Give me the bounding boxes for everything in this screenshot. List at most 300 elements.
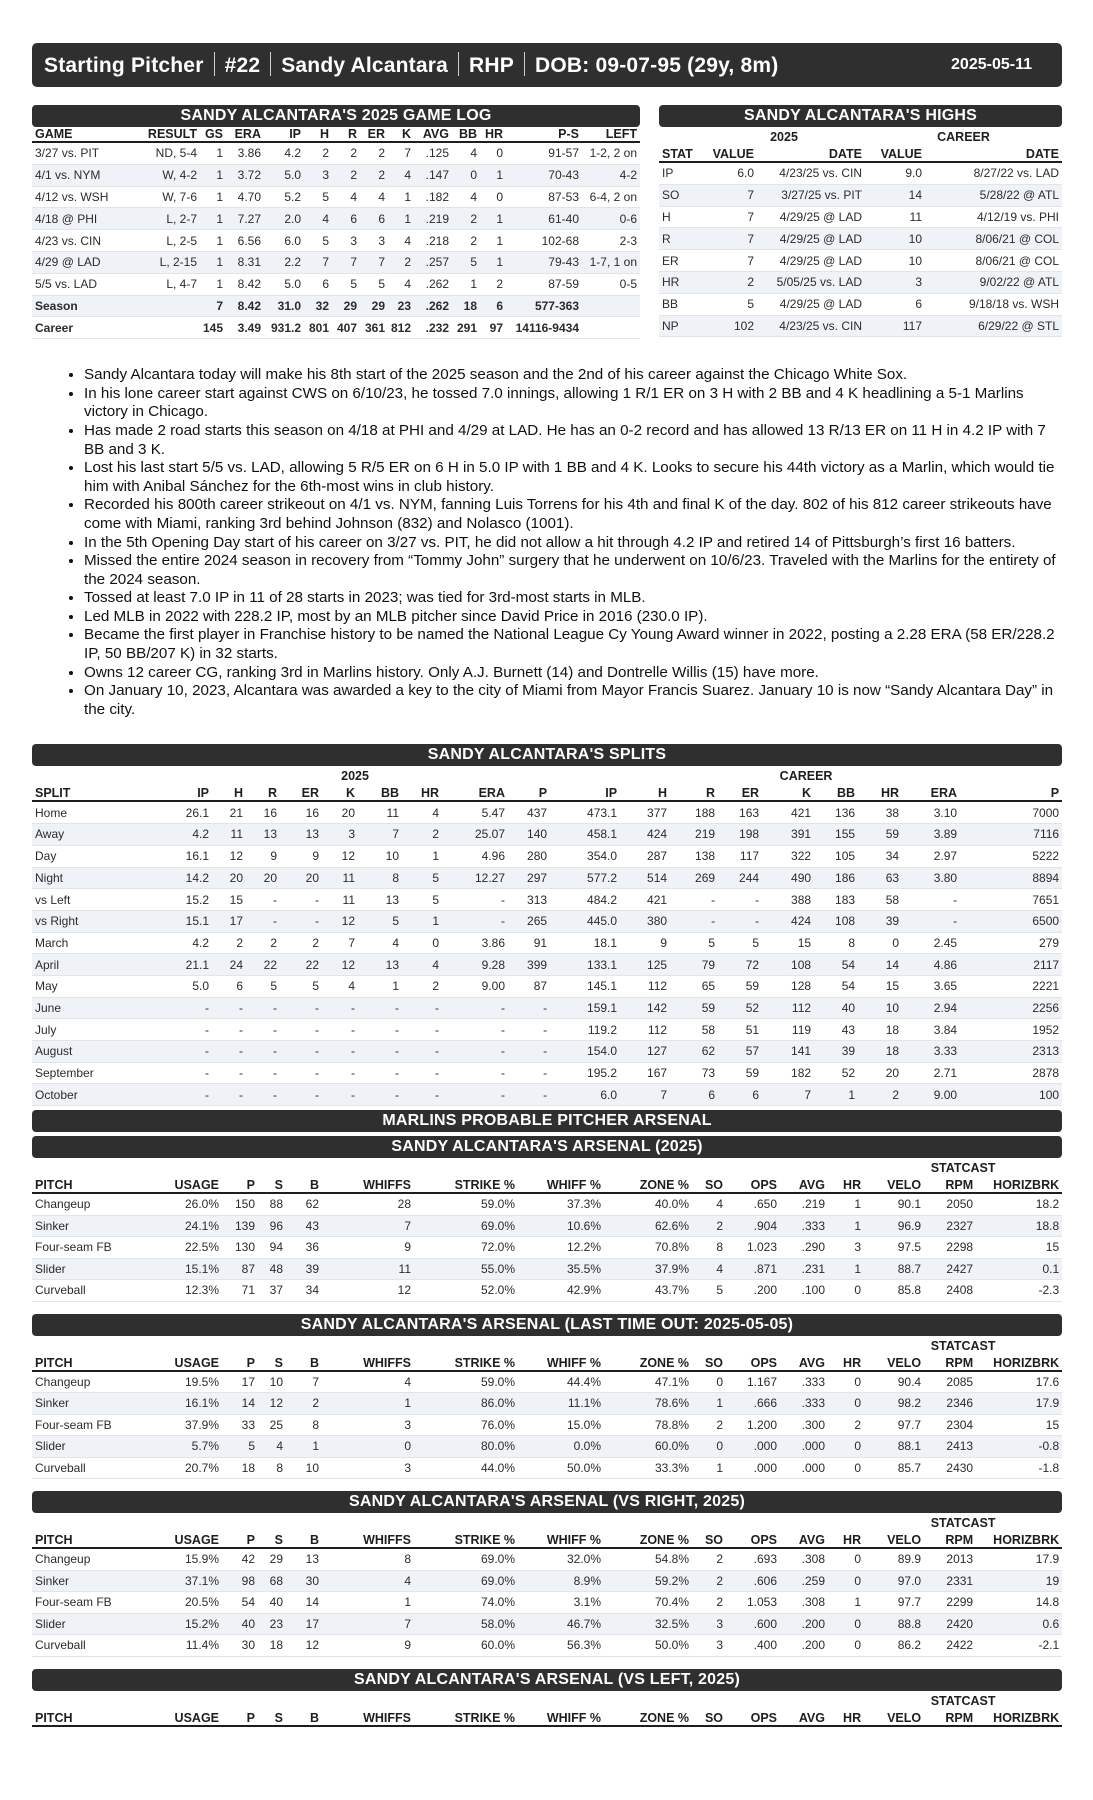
arsenal-cell: 2299 [924, 1592, 976, 1614]
highs-cell: 4/29/25 @ LAD [757, 250, 865, 272]
splits-cell: 63 [858, 867, 902, 889]
arsenal-cell: Four-seam FB [32, 1237, 162, 1259]
game-log-cell: 3.72 [226, 164, 264, 186]
arsenal-row [32, 1393, 1062, 1415]
splits-cell: 108 [814, 910, 858, 932]
highs-cell: 4/23/25 vs. CIN [757, 162, 865, 184]
splits-cell: 2 [212, 932, 246, 954]
game-log-col-header: GAME [32, 127, 126, 142]
arsenal-cell: 62 [286, 1193, 322, 1215]
splits-cell: 138 [670, 845, 718, 867]
note-item: • Missed the entire 2024 season in recovery from “Tommy John” surgery that he underwent on 10/6/23. Traveled with the Marlins for the entirety of the 2024 season. [84, 552, 1062, 589]
game-log-cell: 1 [480, 230, 506, 252]
splits-cell: 21.1 [160, 954, 212, 976]
arsenal-header [32, 1178, 1062, 1193]
header-player-name: Sandy Alcantara [281, 54, 448, 77]
arsenal-cell: 4 [258, 1436, 286, 1458]
splits-cell: 65 [670, 975, 718, 997]
arsenal-cell: 1.023 [726, 1237, 780, 1259]
splits-cell: 9 [280, 845, 322, 867]
highs-cell: ER [659, 250, 703, 272]
arsenal-cell: 59.0% [414, 1193, 518, 1215]
splits-cell: 145.1 [550, 975, 620, 997]
arsenal-col-header: S [258, 1178, 286, 1193]
arsenal-col-header: AVG [780, 1533, 828, 1548]
splits-cell: May [32, 975, 160, 997]
arsenal-col-header: OPS [726, 1178, 780, 1193]
arsenal-col-header: SO [692, 1178, 726, 1193]
arsenal-col-header: PITCH [32, 1533, 162, 1548]
splits-cell: 6 [212, 975, 246, 997]
splits-cell: 2 [280, 932, 322, 954]
note-item: • Recorded his 800th career strikeout on 4/1 vs. NYM, fanning Luis Torrens for his 4th and final K of the day. 802 of his 812 career strikeouts have come with Miami, ranking 3rd behind Johnson (832) and Nolasco (1001). [84, 496, 1062, 533]
arsenal-cell: 19.5% [162, 1371, 222, 1393]
splits-cell: 119 [762, 1019, 814, 1041]
splits-cell: 10 [858, 997, 902, 1019]
game-log-cell: 3 [304, 164, 332, 186]
arsenal-cell: 17.9 [976, 1548, 1062, 1570]
game-log-cell: 0-6 [582, 208, 640, 230]
arsenal-cell: 12 [286, 1635, 322, 1657]
splits-cell: 3.33 [902, 1041, 960, 1063]
arsenal-title: SANDY ALCANTARA'S ARSENAL (2025) [32, 1136, 1062, 1158]
splits-cell: 15 [762, 932, 814, 954]
arsenal-statcast-row [32, 1691, 1062, 1711]
game-log-cell: .262 [414, 273, 452, 295]
arsenal-cell: 10 [286, 1457, 322, 1479]
splits-cell: 445.0 [550, 910, 620, 932]
game-log-cell: 3 [332, 230, 360, 252]
game-log-cell: 2-3 [582, 230, 640, 252]
game-log-cell: 2 [388, 251, 414, 273]
splits-cell: 1 [814, 1084, 858, 1106]
arsenal-col-header: STRIKE % [414, 1711, 518, 1726]
arsenal-cell: 46.7% [518, 1613, 604, 1635]
arsenal-cell: 43.7% [604, 1280, 692, 1302]
game-log-cell: 1-2, 2 on [582, 142, 640, 164]
splits-cell: 25.07 [442, 824, 508, 846]
splits-cell: 163 [718, 801, 762, 823]
splits-cell: - [246, 997, 280, 1019]
arsenal-cell: 130 [222, 1237, 258, 1259]
highs-cell: R [659, 228, 703, 250]
arsenal-cell: 0.6 [976, 1613, 1062, 1635]
arsenal-cell: 0.1 [976, 1258, 1062, 1280]
arsenal-header [32, 1711, 1062, 1726]
splits-cell: 17 [212, 910, 246, 932]
splits-cell: 0 [858, 932, 902, 954]
arsenal-cell: 3.1% [518, 1592, 604, 1614]
game-log-row [32, 164, 640, 186]
game-log-cell: 1 [200, 208, 226, 230]
splits-cell: 297 [508, 867, 550, 889]
game-log-section [32, 105, 640, 339]
splits-col-header: HR [858, 786, 902, 801]
arsenal-cell: 13 [286, 1548, 322, 1570]
game-log-row [32, 142, 640, 164]
game-log-cell: 145 [200, 317, 226, 339]
splits-cell: 167 [620, 1062, 670, 1084]
splits-cell: 186 [814, 867, 858, 889]
splits-cell: 16 [246, 801, 280, 823]
splits-table [32, 766, 1062, 1106]
splits-body [32, 801, 1062, 1105]
highs-row [659, 250, 1062, 272]
arsenal-cell: 4 [692, 1258, 726, 1280]
splits-cell: 112 [762, 997, 814, 1019]
arsenal-cell: 50.0% [518, 1457, 604, 1479]
splits-cell: - [322, 997, 358, 1019]
splits-col-header: R [670, 786, 718, 801]
note-item: • Owns 12 career CG, ranking 3rd in Marlins history. Only A.J. Burnett (14) and Dontrelle Willis (15) have more. [84, 664, 1062, 683]
splits-cell: 127 [620, 1041, 670, 1063]
arsenal-cell: 78.6% [604, 1393, 692, 1415]
game-log-cell: 23 [388, 295, 414, 317]
highs-cell: 4/12/19 vs. PHI [925, 206, 1062, 228]
arsenal-cell: .650 [726, 1193, 780, 1215]
arsenal-cell: 2422 [924, 1635, 976, 1657]
arsenal-cell: 2 [286, 1393, 322, 1415]
arsenal-col-header: AVG [780, 1711, 828, 1726]
arsenal-title: SANDY ALCANTARA'S ARSENAL (LAST TIME OUT: 2025-05-05) [32, 1314, 1062, 1336]
arsenal-cell: 1 [286, 1436, 322, 1458]
splits-row [32, 1084, 1062, 1106]
splits-cell: 1 [402, 910, 442, 932]
arsenal-row [32, 1371, 1062, 1393]
splits-cell: 87 [508, 975, 550, 997]
header-bar [32, 43, 1062, 87]
game-log-cell: 7 [332, 251, 360, 273]
arsenal-cell: 2 [828, 1414, 864, 1436]
report-page [32, 43, 1062, 1727]
splits-cell: 4 [358, 932, 402, 954]
arsenal-cell: Curveball [32, 1457, 162, 1479]
arsenal-cell: 2085 [924, 1371, 976, 1393]
splits-cell: - [212, 1084, 246, 1106]
game-log-cell: 1 [480, 251, 506, 273]
splits-cell: 12 [212, 845, 246, 867]
splits-col-header: BB [814, 786, 858, 801]
arsenal-cell: 3 [322, 1457, 414, 1479]
arsenal-cell: 60.0% [604, 1436, 692, 1458]
splits-cell: - [358, 1062, 402, 1084]
arsenal-cell: 15 [976, 1414, 1062, 1436]
arsenal-cell: 19 [976, 1570, 1062, 1592]
splits-cell: 13 [358, 954, 402, 976]
game-log-row [32, 186, 640, 208]
splits-row [32, 932, 1062, 954]
arsenal-section [32, 1314, 1062, 1480]
splits-cell: - [402, 997, 442, 1019]
splits-cell: - [442, 1084, 508, 1106]
game-log-cell: Season [32, 295, 126, 317]
arsenal-cell: 62.6% [604, 1215, 692, 1237]
arsenal-col-header: USAGE [162, 1178, 222, 1193]
splits-cell: 11 [322, 867, 358, 889]
arsenal-cell: 17 [286, 1613, 322, 1635]
arsenal-cell: 72.0% [414, 1237, 518, 1259]
highs-cell: 4/29/25 @ LAD [757, 228, 865, 250]
game-log-cell: 32 [304, 295, 332, 317]
arsenal-col-header: RPM [924, 1178, 976, 1193]
arsenal-col-header: P [222, 1178, 258, 1193]
game-log-cell: ND, 5-4 [126, 142, 200, 164]
arsenal-cell: 37.1% [162, 1570, 222, 1592]
game-log-cell: 2.0 [264, 208, 304, 230]
arsenal-col-header: VELO [864, 1711, 924, 1726]
splits-cell: 159.1 [550, 997, 620, 1019]
splits-cell: - [212, 1062, 246, 1084]
game-log-cell: 1 [200, 186, 226, 208]
highs-table [659, 127, 1062, 337]
splits-cell: 119.2 [550, 1019, 620, 1041]
splits-cell: 9 [620, 932, 670, 954]
highs-cell: 10 [865, 250, 925, 272]
splits-cell: - [442, 910, 508, 932]
splits-cell: 5 [246, 975, 280, 997]
splits-cell: 20 [212, 867, 246, 889]
highs-title: SANDY ALCANTARA'S HIGHS [659, 105, 1062, 127]
game-log-cell: 31.0 [264, 295, 304, 317]
arsenal-cell: 1.167 [726, 1371, 780, 1393]
highs-row [659, 206, 1062, 228]
splits-cell: 14 [858, 954, 902, 976]
game-log-col-header: ER [360, 127, 388, 142]
splits-cell: 188 [670, 801, 718, 823]
game-log-cell [582, 295, 640, 317]
arsenal-cell: .904 [726, 1215, 780, 1237]
splits-cell: - [160, 1019, 212, 1041]
header-number: #22 [224, 54, 261, 77]
arsenal-cell: 90.1 [864, 1193, 924, 1215]
highs-cell: 7 [703, 250, 757, 272]
splits-cell: 100 [960, 1084, 1062, 1106]
highs-cell: 3 [865, 271, 925, 293]
highs-cell: 4/23/25 vs. CIN [757, 315, 865, 337]
arsenal-cell: 8 [286, 1414, 322, 1436]
arsenal-cell: 47.1% [604, 1371, 692, 1393]
arsenal-cell: 98 [222, 1570, 258, 1592]
arsenal-cell: 88.8 [864, 1613, 924, 1635]
arsenal-cell: 5.7% [162, 1436, 222, 1458]
splits-cell: 1952 [960, 1019, 1062, 1041]
splits-cell: 2 [402, 975, 442, 997]
highs-cell: SO [659, 184, 703, 206]
game-log-col-header: ERA [226, 127, 264, 142]
arsenal-cell: .333 [780, 1393, 828, 1415]
game-log-cell: 4 [332, 186, 360, 208]
arsenal-cell: Sinker [32, 1393, 162, 1415]
splits-cell: - [402, 1062, 442, 1084]
arsenal-cell: 0 [692, 1371, 726, 1393]
arsenal-col-header: HR [828, 1533, 864, 1548]
arsenal-cell: 88.1 [864, 1436, 924, 1458]
arsenal-row [32, 1592, 1062, 1614]
splits-col-header: P [508, 786, 550, 801]
arsenal-cell: 0 [828, 1613, 864, 1635]
splits-cell: - [246, 1062, 280, 1084]
game-log-cell: .218 [414, 230, 452, 252]
arsenal-cell: Curveball [32, 1635, 162, 1657]
arsenal-cell: .400 [726, 1635, 780, 1657]
splits-cell: 5 [402, 867, 442, 889]
splits-cell: October [32, 1084, 160, 1106]
note-item: • Led MLB in 2022 with 228.2 IP, most by an MLB pitcher since David Price in 2016 (230.0 IP). [84, 608, 1062, 627]
splits-cell: 6500 [960, 910, 1062, 932]
highs-header [659, 147, 1062, 162]
arsenal-row [32, 1570, 1062, 1592]
arsenal-cell: 29 [258, 1548, 286, 1570]
splits-col-header: SPLIT [32, 786, 160, 801]
arsenal-cell: 3 [692, 1613, 726, 1635]
splits-col-header: P [960, 786, 1062, 801]
arsenal-cell: 14 [286, 1592, 322, 1614]
splits-cell: - [280, 1084, 322, 1106]
splits-cell: 4.96 [442, 845, 508, 867]
arsenal-col-header: WHIFF % [518, 1178, 604, 1193]
splits-cell: 5 [280, 975, 322, 997]
arsenal-cell: 68 [258, 1570, 286, 1592]
splits-cell: 20 [858, 1062, 902, 1084]
splits-row [32, 1041, 1062, 1063]
arsenal-col-header: USAGE [162, 1533, 222, 1548]
splits-cell: - [402, 1041, 442, 1063]
game-log-cell: 8.31 [226, 251, 264, 273]
arsenal-cell: 0 [828, 1393, 864, 1415]
arsenal-col-header: OPS [726, 1356, 780, 1371]
splits-cell: 391 [762, 824, 814, 846]
splits-cell: 155 [814, 824, 858, 846]
splits-cell: 12.27 [442, 867, 508, 889]
game-log-col-header: IP [264, 127, 304, 142]
game-log-row [32, 273, 640, 295]
splits-cell: 8894 [960, 867, 1062, 889]
splits-cell: Night [32, 867, 160, 889]
splits-row [32, 801, 1062, 823]
splits-title: SANDY ALCANTARA'S SPLITS [32, 744, 1062, 766]
highs-body [659, 162, 1062, 337]
arsenal-cell: 4 [322, 1570, 414, 1592]
arsenal-cell: 3 [828, 1237, 864, 1259]
splits-col-header: ER [718, 786, 762, 801]
arsenal-cell: .000 [780, 1436, 828, 1458]
arsenal-cell: 15.9% [162, 1548, 222, 1570]
game-log-cell [126, 295, 200, 317]
splits-col-header: H [620, 786, 670, 801]
splits-cell: - [402, 1084, 442, 1106]
splits-cell: - [902, 910, 960, 932]
splits-cell: 2.97 [902, 845, 960, 867]
statcast-label: STATCAST [930, 1161, 996, 1176]
splits-cell: 6 [718, 1084, 762, 1106]
splits-cell: 3.84 [902, 1019, 960, 1041]
splits-cell: 6.0 [550, 1084, 620, 1106]
splits-cell: 21 [212, 801, 246, 823]
arsenal-cell: 16.1% [162, 1393, 222, 1415]
highs-col-header: STAT [659, 147, 703, 162]
game-log-cell: 7 [200, 295, 226, 317]
splits-cell: - [246, 889, 280, 911]
splits-cell: 7000 [960, 801, 1062, 823]
arsenal-col-header: WHIFF % [518, 1711, 604, 1726]
splits-cell: 125 [620, 954, 670, 976]
game-log-cell: 2 [480, 273, 506, 295]
arsenal-cell: 15.0% [518, 1414, 604, 1436]
arsenal-title: SANDY ALCANTARA'S ARSENAL (VS RIGHT, 2025) [32, 1491, 1062, 1513]
arsenal-cell: 30 [286, 1570, 322, 1592]
highs-cell: 7 [703, 184, 757, 206]
game-log-cell: 5.0 [264, 273, 304, 295]
splits-cell: 108 [762, 954, 814, 976]
game-log-cell: L, 4-7 [126, 273, 200, 295]
arsenal-col-header: SO [692, 1356, 726, 1371]
arsenal-col-header: RPM [924, 1711, 976, 1726]
arsenal-cell: 88 [258, 1193, 286, 1215]
splits-cell: 34 [858, 845, 902, 867]
arsenal-cell: .259 [780, 1570, 828, 1592]
splits-cell: 2.94 [902, 997, 960, 1019]
game-log-cell: 6.0 [264, 230, 304, 252]
splits-cell: 52 [718, 997, 762, 1019]
splits-cell: 20 [322, 801, 358, 823]
splits-cell: 421 [620, 889, 670, 911]
splits-cell: 7651 [960, 889, 1062, 911]
splits-cell: 72 [718, 954, 762, 976]
arsenal-cell: 97.7 [864, 1592, 924, 1614]
splits-cell: 4 [402, 954, 442, 976]
splits-cell: 52 [814, 1062, 858, 1084]
splits-cell: - [442, 1062, 508, 1084]
splits-cell: - [246, 1084, 280, 1106]
arsenal-cell: 2327 [924, 1215, 976, 1237]
game-log-cell: 14116-9434 [506, 317, 582, 339]
arsenal-cell: -2.3 [976, 1280, 1062, 1302]
arsenal-cell: 0 [828, 1548, 864, 1570]
arsenal-cell: 7 [322, 1613, 414, 1635]
arsenal-cell: 2298 [924, 1237, 976, 1259]
splits-cell: 105 [814, 845, 858, 867]
splits-cell: 59 [858, 824, 902, 846]
arsenal-cell: 87 [222, 1258, 258, 1280]
arsenal-cell: 32.0% [518, 1548, 604, 1570]
arsenal-cell: 14 [222, 1393, 258, 1415]
splits-cell: 51 [718, 1019, 762, 1041]
splits-cell: - [670, 889, 718, 911]
highs-cell: 5/28/22 @ ATL [925, 184, 1062, 206]
arsenal-cell: .200 [780, 1613, 828, 1635]
splits-cell: 399 [508, 954, 550, 976]
arsenal-cell: Slider [32, 1613, 162, 1635]
note-item: • Has made 2 road starts this season on 4/18 at PHI and 4/29 at LAD. He has an 0-2 record and has allowed 13 R/13 ER on 11 H in 4.2 IP with 7 BB and 3 K. [84, 422, 1062, 459]
splits-cell: 458.1 [550, 824, 620, 846]
arsenal-cell: 33 [222, 1414, 258, 1436]
splits-cell: 59 [718, 1062, 762, 1084]
game-log-cell: 2.2 [264, 251, 304, 273]
splits-cell: - [442, 1019, 508, 1041]
arsenal-col-header: WHIFFS [322, 1533, 414, 1548]
splits-cell: 112 [620, 1019, 670, 1041]
splits-row [32, 845, 1062, 867]
game-log-cell: 4 [304, 208, 332, 230]
arsenal-cell: .000 [780, 1457, 828, 1479]
arsenal-col-header: WHIFF % [518, 1533, 604, 1548]
arsenal-cell: .200 [726, 1280, 780, 1302]
arsenal-cell: 54.8% [604, 1548, 692, 1570]
splits-cell: 182 [762, 1062, 814, 1084]
arsenal-cell: 40.0% [604, 1193, 692, 1215]
arsenal-col-header: ZONE % [604, 1178, 692, 1193]
splits-cell: 377 [620, 801, 670, 823]
